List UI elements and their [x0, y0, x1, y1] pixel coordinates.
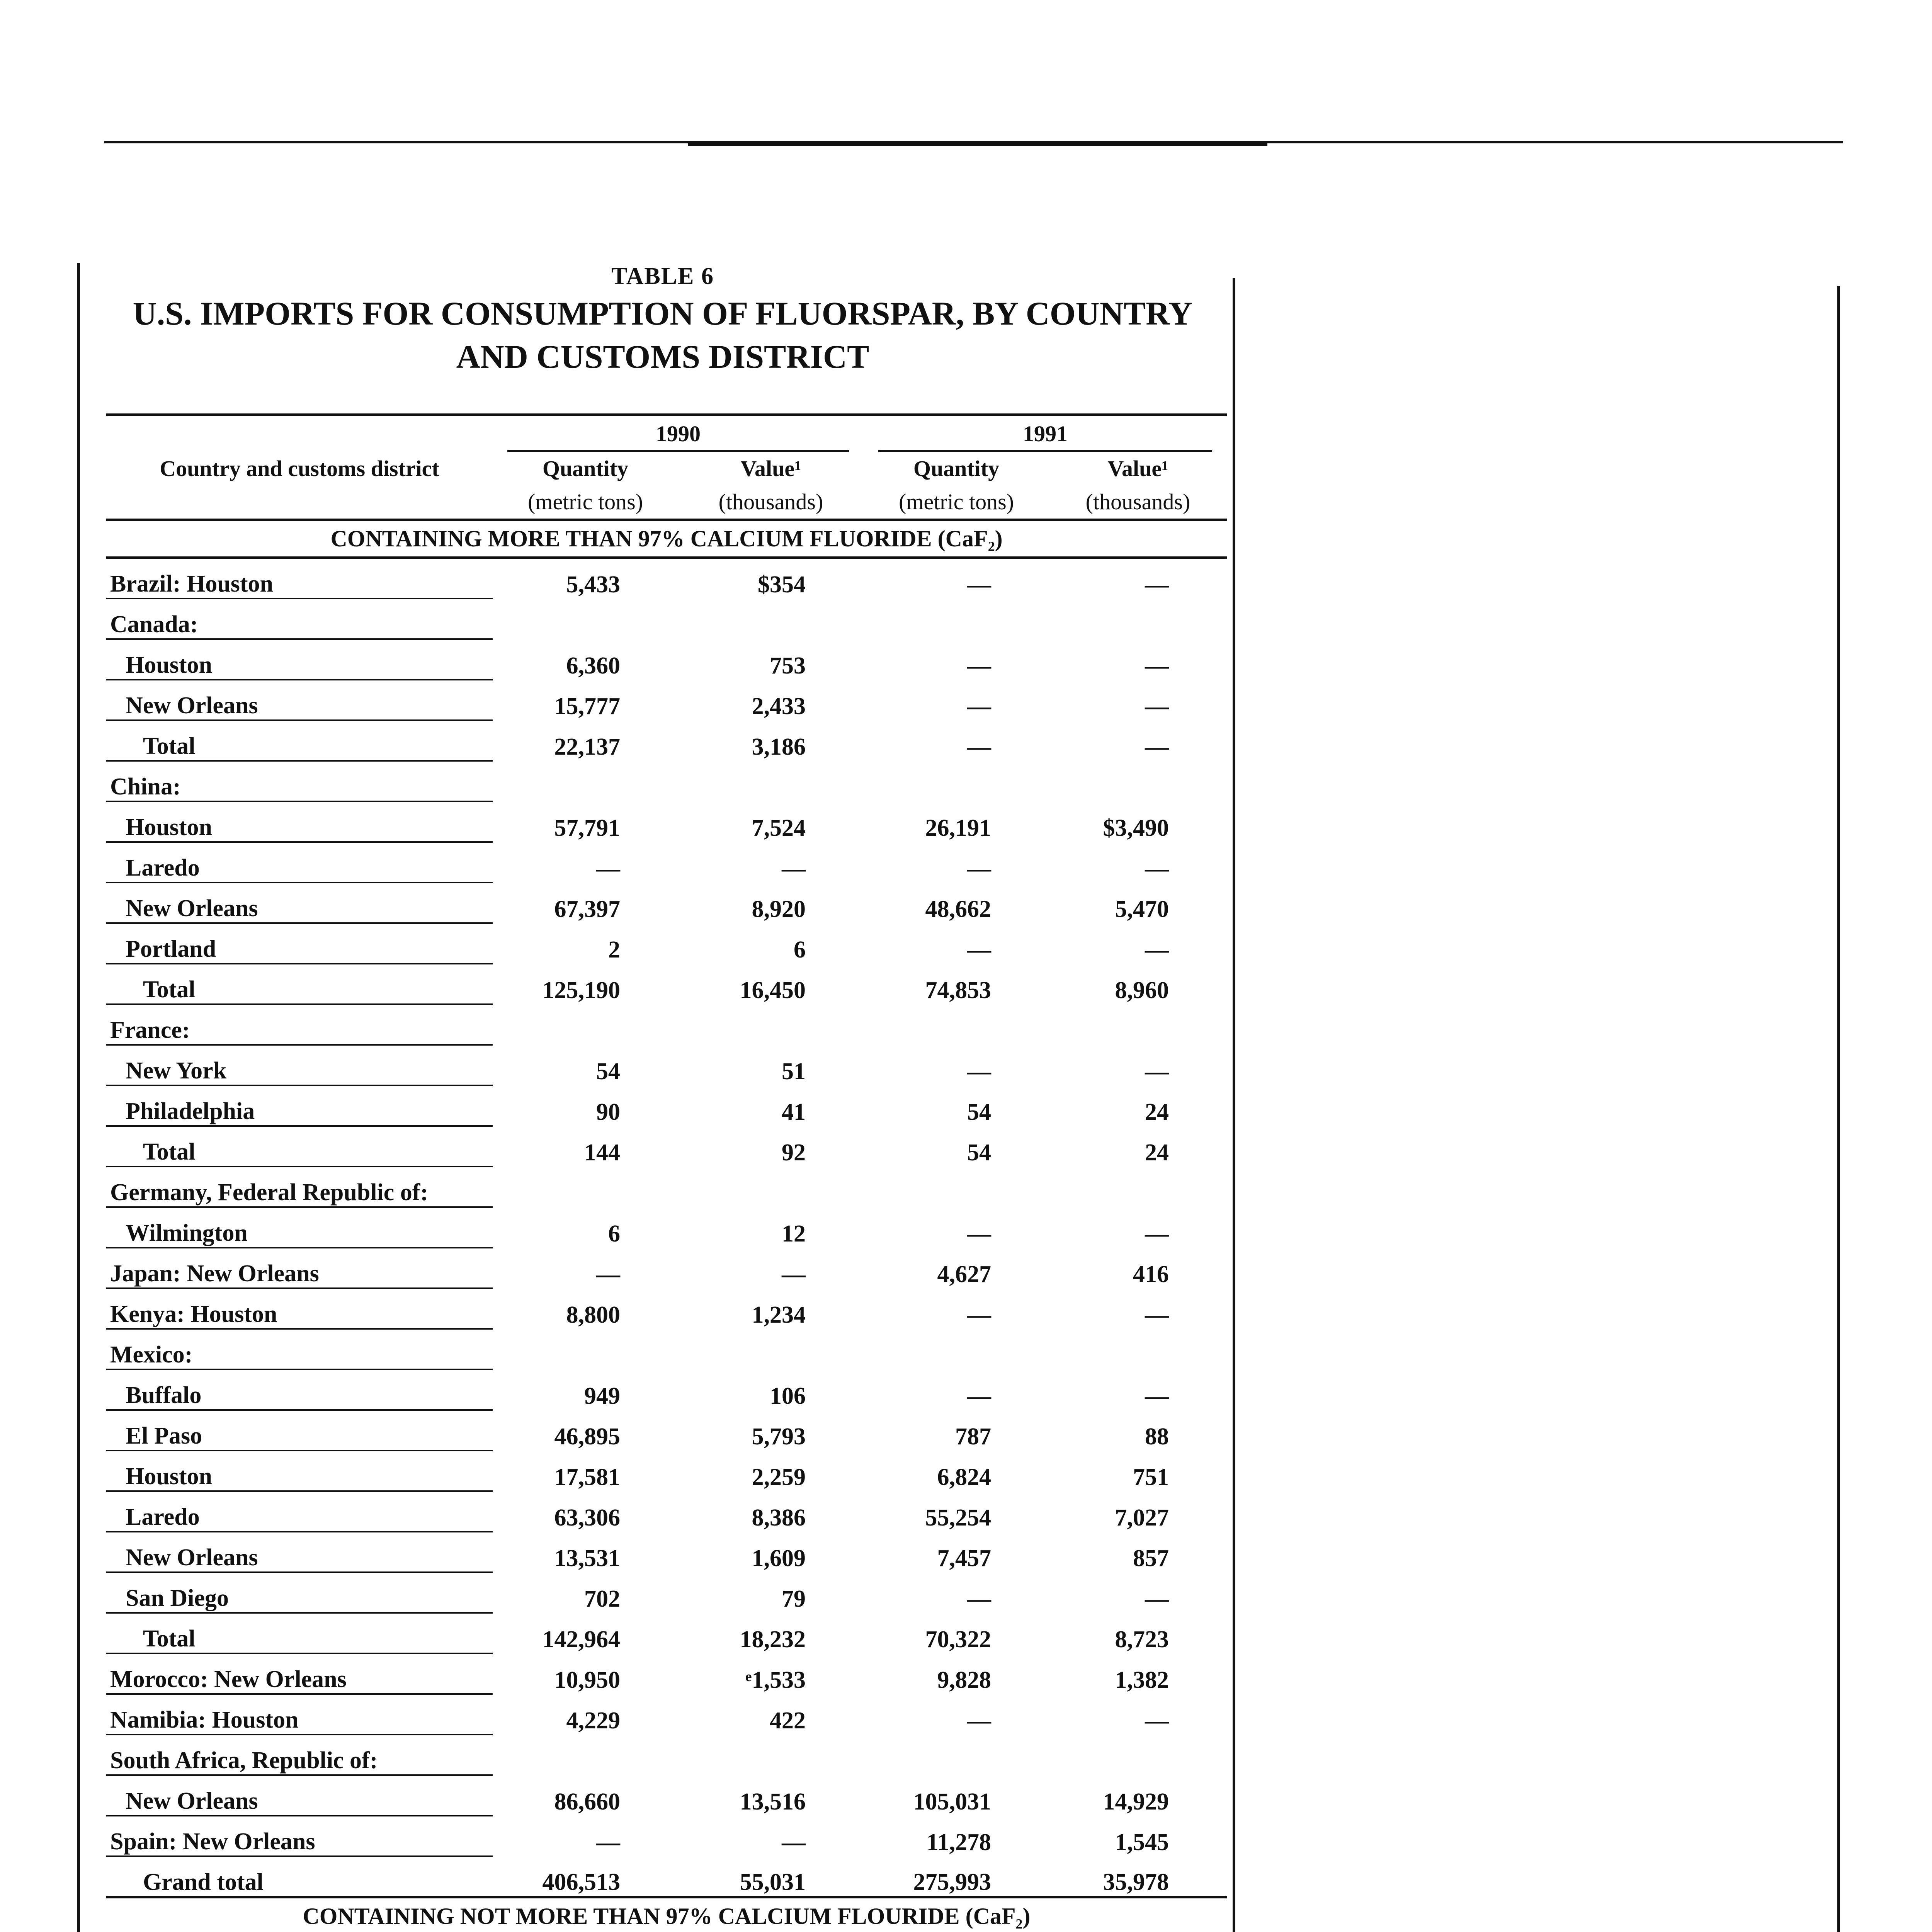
cell-value: — — [967, 1302, 991, 1328]
table-row — [106, 1451, 1227, 1491]
cell-value: 8,800 — [566, 1302, 620, 1328]
cell-value: 24 — [1145, 1099, 1169, 1125]
cell-value: 1,609 — [752, 1545, 806, 1571]
cell-value: 6 — [794, 937, 806, 963]
stub-spacer — [106, 415, 493, 452]
table-row — [106, 883, 1227, 923]
cell-value — [1049, 761, 1227, 801]
col-unit: (metric tons) — [899, 489, 1014, 514]
cell-value: 144 — [584, 1139, 620, 1166]
table-row — [106, 923, 1227, 964]
cell-value: ᵉ1,533 — [745, 1667, 806, 1693]
cell-value — [1049, 1167, 1227, 1207]
cell-value: 8,723 — [1115, 1626, 1169, 1653]
cell-value: — — [1145, 653, 1169, 679]
table-row — [106, 964, 1227, 1004]
cell-value: — — [1145, 1586, 1169, 1612]
cell-value: 125,190 — [542, 977, 620, 1003]
col-header-value-1990 — [678, 452, 864, 520]
table-caption — [83, 263, 1242, 377]
cell-value — [864, 1329, 1049, 1369]
table-row — [106, 1694, 1227, 1735]
cell-value — [864, 1167, 1049, 1207]
col-unit: (metric tons) — [528, 489, 643, 514]
table-row — [106, 1816, 1227, 1856]
table-row — [106, 1248, 1227, 1288]
cell-value: 57,791 — [554, 815, 620, 841]
cell-value: — — [967, 653, 991, 679]
row-label: Houston — [106, 801, 493, 842]
row-label: New York — [106, 1045, 493, 1085]
col-unit: (thousands) — [1085, 489, 1190, 514]
cell-value: — — [1145, 1302, 1169, 1328]
row-label: New Orleans — [106, 883, 493, 923]
cell-value: 5,433 — [566, 571, 620, 598]
cell-value — [678, 1735, 864, 1775]
cell-value: 142,964 — [542, 1626, 620, 1653]
cell-value: — — [782, 1261, 806, 1287]
cell-value: 10,950 — [554, 1667, 620, 1693]
table-row — [106, 1572, 1227, 1613]
cell-value: — — [1145, 1221, 1169, 1247]
cell-value: 15,777 — [554, 693, 620, 719]
row-label: Germany, Federal Republic of: — [106, 1167, 493, 1207]
cell-value: — — [1145, 734, 1169, 760]
cell-value: 406,513 — [542, 1869, 620, 1895]
table-row — [106, 558, 1227, 599]
row-label: New Orleans — [106, 680, 493, 720]
imports-table — [106, 413, 1227, 1932]
row-label: Spain: New Orleans — [106, 1816, 493, 1856]
cell-value: $354 — [758, 571, 806, 598]
cell-value: 857 — [1133, 1545, 1169, 1571]
row-label: Laredo — [106, 842, 493, 883]
cell-value: 13,531 — [554, 1545, 620, 1571]
row-label: France: — [106, 1004, 493, 1045]
table-row — [106, 1004, 1227, 1045]
cell-value: 86,660 — [554, 1789, 620, 1815]
cell-value: 2,433 — [752, 693, 806, 719]
table-row — [106, 1491, 1227, 1532]
col-label: Quantity — [542, 456, 629, 481]
col-header-quantity-1990 — [493, 452, 678, 520]
table-row — [106, 1775, 1227, 1816]
cell-value: 787 — [955, 1423, 991, 1450]
row-label: Morocco: New Orleans — [106, 1653, 493, 1694]
cell-value: 2 — [608, 937, 620, 963]
cell-value — [678, 761, 864, 801]
cell-value — [493, 1167, 678, 1207]
row-label: Kenya: Houston — [106, 1288, 493, 1329]
cell-value: 54 — [967, 1099, 991, 1125]
cell-value: 92 — [782, 1139, 806, 1166]
cell-value: 88 — [1145, 1423, 1169, 1450]
row-label: China: — [106, 761, 493, 801]
table-row — [106, 1126, 1227, 1167]
cell-value: — — [967, 1058, 991, 1085]
cell-value: 949 — [584, 1383, 620, 1409]
left-margin-rule — [77, 263, 80, 1932]
cell-value: — — [1145, 937, 1169, 963]
table-label: TABLE 6 — [611, 263, 714, 289]
cell-value — [678, 599, 864, 639]
cell-value: 41 — [782, 1099, 806, 1125]
cell-value: 1,382 — [1115, 1667, 1169, 1693]
table-row — [106, 1329, 1227, 1369]
cell-value: 46,895 — [554, 1423, 620, 1450]
cell-value: 416 — [1133, 1261, 1169, 1287]
column-header-row — [106, 452, 1227, 520]
row-label: Total — [106, 1613, 493, 1653]
table-row — [106, 1532, 1227, 1572]
cell-value — [493, 599, 678, 639]
row-label: New Orleans — [106, 1532, 493, 1572]
table-row — [106, 1613, 1227, 1653]
cell-value: 74,853 — [925, 977, 991, 1003]
cell-value — [1049, 1735, 1227, 1775]
col-label: Value¹ — [1107, 456, 1168, 481]
table-row — [106, 1735, 1227, 1775]
col-label: Value¹ — [740, 456, 801, 481]
cell-value: — — [1145, 1058, 1169, 1085]
cell-value: 48,662 — [925, 896, 991, 922]
table-row — [106, 599, 1227, 639]
year-label: 1991 — [878, 418, 1213, 452]
cell-value: 24 — [1145, 1139, 1169, 1166]
cell-value: — — [782, 1829, 806, 1855]
table-row — [106, 761, 1227, 801]
cell-value: 90 — [596, 1099, 620, 1125]
cell-value: 106 — [770, 1383, 806, 1409]
center-margin-rule — [1233, 278, 1235, 1932]
cell-value: — — [967, 855, 991, 882]
row-label: Houston — [106, 1451, 493, 1491]
cell-value: 26,191 — [925, 815, 991, 841]
cell-value: — — [596, 1829, 620, 1855]
cell-value: 67,397 — [554, 896, 620, 922]
cell-value: 6,360 — [566, 653, 620, 679]
row-label: Total — [106, 1126, 493, 1167]
row-label: New Orleans — [106, 1775, 493, 1816]
table-row — [106, 801, 1227, 842]
cell-value: — — [1145, 1383, 1169, 1409]
table-title-line1: U.S. IMPORTS FOR CONSUMPTION OF FLUORSPAR, BY COUNTRY — [133, 295, 1193, 332]
cell-value — [1049, 1329, 1227, 1369]
cell-value: 18,232 — [740, 1626, 806, 1653]
cell-value: — — [782, 855, 806, 882]
cell-value: 35,978 — [1103, 1869, 1169, 1895]
cell-value: 14,929 — [1103, 1789, 1169, 1815]
cell-value: 79 — [782, 1586, 806, 1612]
year-label: 1990 — [507, 418, 849, 452]
cell-value: 4,627 — [937, 1261, 991, 1287]
row-label: Laredo — [106, 1491, 493, 1532]
cell-value: — — [967, 1221, 991, 1247]
row-label: Mexico: — [106, 1329, 493, 1369]
row-label: El Paso — [106, 1410, 493, 1451]
col-header-value-1991 — [1049, 452, 1227, 520]
cell-value: 751 — [1133, 1464, 1169, 1490]
section-title: CONTAINING MORE THAN 97% CALCIUM FLUORIDE (CaF₂) — [106, 520, 1227, 558]
cell-value: 51 — [782, 1058, 806, 1085]
cell-value: 11,278 — [926, 1829, 991, 1855]
cell-value: 7,027 — [1115, 1505, 1169, 1531]
cell-value: — — [1145, 855, 1169, 882]
table-row — [106, 842, 1227, 883]
cell-value: — — [1145, 1708, 1169, 1734]
cell-value — [864, 1004, 1049, 1045]
table-row — [106, 1856, 1227, 1897]
cell-value: 7,457 — [937, 1545, 991, 1571]
cell-value: — — [596, 1261, 620, 1287]
cell-value: — — [967, 1586, 991, 1612]
cell-value: 6,824 — [937, 1464, 991, 1490]
table-body — [106, 520, 1227, 1932]
cell-value: 54 — [596, 1058, 620, 1085]
col-header-quantity-1991 — [864, 452, 1049, 520]
cell-value: 55,031 — [740, 1869, 806, 1895]
row-label: Total — [106, 964, 493, 1004]
cell-value: 3,186 — [752, 734, 806, 760]
cell-value: 17,581 — [554, 1464, 620, 1490]
table-title-line2: AND CUSTOMS DISTRICT — [456, 338, 869, 375]
row-label: Canada: — [106, 599, 493, 639]
year-header-row — [106, 415, 1227, 452]
col-unit: (thousands) — [718, 489, 823, 514]
table-row — [106, 1085, 1227, 1126]
cell-value — [493, 1004, 678, 1045]
cell-value: 5,793 — [752, 1423, 806, 1450]
row-label: Buffalo — [106, 1369, 493, 1410]
cell-value: 12 — [782, 1221, 806, 1247]
cell-value — [678, 1167, 864, 1207]
table-row — [106, 720, 1227, 761]
cell-value: 22,137 — [554, 734, 620, 760]
cell-value: — — [1145, 571, 1169, 598]
row-label: Houston — [106, 639, 493, 680]
year-header-1990 — [493, 415, 864, 452]
stub-header: Country and customs district — [160, 456, 439, 481]
table-row — [106, 680, 1227, 720]
cell-value — [864, 599, 1049, 639]
cell-value: — — [1145, 693, 1169, 719]
right-margin-rule — [1837, 286, 1840, 1932]
cell-value: 54 — [967, 1139, 991, 1166]
cell-value: 9,828 — [937, 1667, 991, 1693]
cell-value: — — [967, 734, 991, 760]
cell-value: 8,960 — [1115, 977, 1169, 1003]
cell-value: 16,450 — [740, 977, 806, 1003]
table-row — [106, 639, 1227, 680]
cell-value: 702 — [584, 1586, 620, 1612]
cell-value: 5,470 — [1115, 896, 1169, 922]
row-label: Total — [106, 720, 493, 761]
cell-value: 8,920 — [752, 896, 806, 922]
cell-value: 105,031 — [913, 1789, 991, 1815]
top-rule-accent — [688, 142, 1267, 146]
row-label: Brazil: Houston — [106, 558, 493, 599]
cell-value — [864, 1735, 1049, 1775]
table-row — [106, 1653, 1227, 1694]
table-row — [106, 1167, 1227, 1207]
cell-value — [678, 1004, 864, 1045]
cell-value: 63,306 — [554, 1505, 620, 1531]
row-label: South Africa, Republic of: — [106, 1735, 493, 1775]
row-label: Portland — [106, 923, 493, 964]
cell-value: — — [967, 693, 991, 719]
row-label: Wilmington — [106, 1207, 493, 1248]
table-row — [106, 1410, 1227, 1451]
cell-value: — — [596, 855, 620, 882]
cell-value: 70,322 — [925, 1626, 991, 1653]
cell-value — [1049, 599, 1227, 639]
cell-value: 7,524 — [752, 815, 806, 841]
cell-value: $3,490 — [1103, 815, 1169, 841]
cell-value: 4,229 — [566, 1708, 620, 1734]
cell-value: 2,259 — [752, 1464, 806, 1490]
table-row — [106, 1207, 1227, 1248]
cell-value: 1,545 — [1115, 1829, 1169, 1855]
cell-value: 8,386 — [752, 1505, 806, 1531]
cell-value: 753 — [770, 653, 806, 679]
year-header-1991 — [864, 415, 1227, 452]
cell-value: 55,254 — [925, 1505, 991, 1531]
section-header-row — [106, 1897, 1227, 1932]
cell-value: — — [967, 1383, 991, 1409]
row-label: San Diego — [106, 1572, 493, 1613]
row-label: Japan: New Orleans — [106, 1248, 493, 1288]
cell-value — [493, 1329, 678, 1369]
cell-value — [1049, 1004, 1227, 1045]
cell-value: 6 — [608, 1221, 620, 1247]
cell-value: — — [967, 1708, 991, 1734]
cell-value: 422 — [770, 1708, 806, 1734]
cell-value: 1,234 — [752, 1302, 806, 1328]
table-row — [106, 1288, 1227, 1329]
cell-value: — — [967, 937, 991, 963]
table-row — [106, 1045, 1227, 1085]
row-label: Namibia: Houston — [106, 1694, 493, 1735]
cell-value — [678, 1329, 864, 1369]
row-label: Philadelphia — [106, 1085, 493, 1126]
section-title: CONTAINING NOT MORE THAN 97% CALCIUM FLOURIDE (CaF₂) — [106, 1897, 1227, 1932]
cell-value — [864, 761, 1049, 801]
cell-value: — — [967, 571, 991, 598]
cell-value — [493, 761, 678, 801]
section-header-row — [106, 520, 1227, 558]
cell-value: 13,516 — [740, 1789, 806, 1815]
table-row — [106, 1369, 1227, 1410]
cell-value — [493, 1735, 678, 1775]
row-label: Grand total — [106, 1856, 493, 1897]
cell-value: 275,993 — [913, 1869, 991, 1895]
col-label: Quantity — [913, 456, 1000, 481]
